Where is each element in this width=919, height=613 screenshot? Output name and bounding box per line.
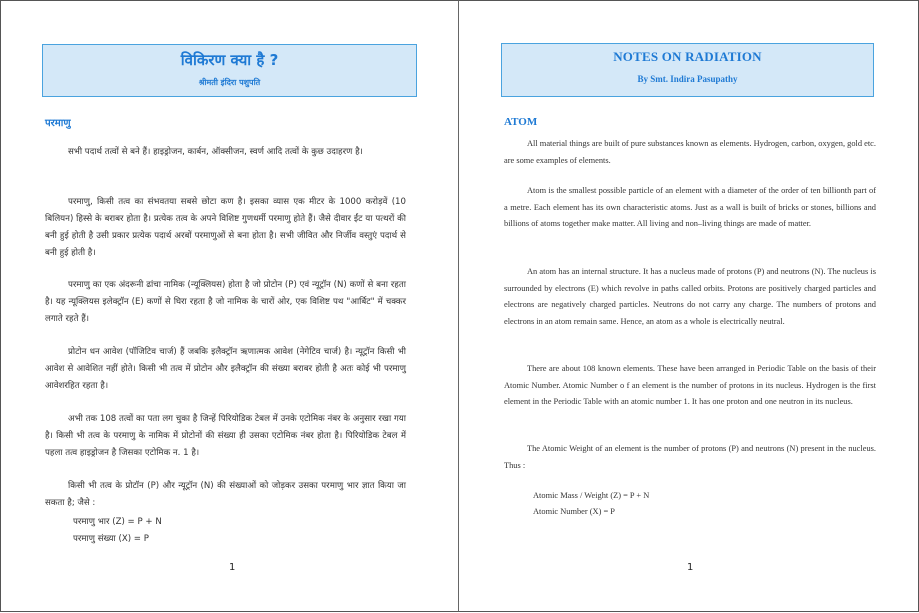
formula-atomic-mass: परमाणु भार (Z) = P + N — [73, 517, 162, 527]
formula-atomic-number: परमाणु संख्या (X) = P — [73, 534, 149, 544]
paragraph-4: प्रोटोन धन आवेश (पॉजिटिव चार्ज) हैं जबकि इलैक्ट्रॉन ऋणात्मक आवेश (नेगेटिव चार्ज) है। न्यूट्रॉन किसी भी आवेश से आवेशित नहीं होते। किसी भी तत्व में प्रोटोन और इलैक्ट्रॉन की संख्या बराबर होती है अतः कोई भी परमाणु आवेशरहित रहता है। — [45, 347, 406, 391]
paragraph-2: Atom is the smallest possible particle of an element with a diameter of the order of ten billionth part of a metre. Each element has its own characteristic atoms. Just as a wall is built of bricks or stones, billions and billions of atoms together make matter. All living and non–living things are made of matter. — [504, 186, 876, 228]
paragraph-3: An atom has an internal structure. It has a nucleus made of protons (P) and neutrons (N). The nucleus is surrounded by electrons (E) which revolve in paths called orbits. Protons are positively charged particles and electrons are negatively charged particles. Neutrons do not carry any charge. The numbers of protons and electrons in an atom remain same. Hence, an atom as a whole is electrically neutral. — [504, 267, 876, 326]
page-title: NOTES ON RADIATION — [613, 49, 762, 64]
title-box — [42, 44, 417, 97]
paragraph-6: किसी भी तत्व के प्रोटॉन (P) और न्यूट्रॉन (N) की संख्याओं को जोड़कर उसका परमाणु भार ज्ञात किया जा सकता है; जैसे : — [45, 481, 406, 508]
author-line: By Smt. Indira Pasupathy — [637, 74, 738, 84]
section-heading: ATOM — [504, 116, 538, 128]
paragraph-1: सभी पदार्थ तत्वों से बने हैं। हाइड्रोजन, कार्बन, ऑक्सीजन, स्वर्ण आदि तत्वों के कुछ उदाहरण है। — [68, 147, 363, 157]
paragraph-1: All material things are built of pure substances known as elements. Hydrogen, carbon, oxygen, gold etc. are some examples of elements. — [504, 139, 876, 165]
formula-atomic-mass: Atomic Mass / Weight (Z) = P + N — [533, 491, 650, 500]
paragraph-3: परमाणु का एक अंदरूनी ढांचा नामिक (न्यूक्लियस) होता है जो प्रोटोन (P) एवं न्यूट्रॉन (N) कणों से बना रहता है। यह न्यूक्लियस इलेक्ट्रॉन (E) कणों से घिरा रहता है जो नामिक के चारों ओर, एक विशिष्ट पथ "आर्बिट" में चक्कर लगाते रहते हैं। — [45, 280, 406, 324]
paragraph-5: The Atomic Weight of an element is the number of protons (P) and neutrons (N) present in the nucleus. Thus : — [504, 444, 876, 470]
page-number: 1 — [229, 562, 236, 573]
paragraph-5: अभी तक 108 तत्वों का पता लग चुका है जिन्हें पिरियोडिक टेबल में उनके एटोमिक नंबर के अनुसार रखा गया है। किसी भी तत्व के परमाणु के नामिक में प्रोटोनों की संख्या ही उसका एटोमिक नंबर होता है। पिरियोडिक टेबल में पहला तत्व हाइड्रोजन है जिसका एटोमिक न. 1 है। — [45, 414, 406, 458]
formula-atomic-number: Atomic Number (X) = P — [533, 507, 615, 516]
title-box — [501, 43, 874, 97]
section-heading: परमाणु — [45, 118, 71, 129]
page-english — [459, 0, 919, 612]
author-line: श्रीमती इंदिरा पशुपति — [198, 78, 261, 87]
page-number: 1 — [687, 562, 694, 573]
paragraph-2: परमाणु, किसी तत्व का संभवतया सबसे छोटा कण है। इसका व्यास एक मीटर के 1000 करोड़वें (10 बिलियन) हिस्से के बराबर होता है। प्रत्येक तत्व के अपने विशिष्ट गुणधर्मी परमाणु होते हैं। जैसे दीवार ईंट या पत्थरों की बनी हुई होती है उसी प्रकार प्रत्येक पदार्थ अरबों परमाणुओं से बना होता है। सभी जीवित और निर्जीव वस्तुएं पदार्थ से बनी हुई होती है। — [45, 197, 406, 258]
page-hindi — [0, 0, 459, 612]
paragraph-4: There are about 108 known elements. These have been arranged in Periodic Table on the basis of their Atomic Number. Atomic Number o f an element is the number of protons in its nucleus. Hydrogen is the first element in the Periodic Table with an atomic number 1. It has one proton and one neutron in its nucleus. — [504, 364, 876, 406]
page-title: विकिरण क्या है ? — [180, 51, 279, 69]
